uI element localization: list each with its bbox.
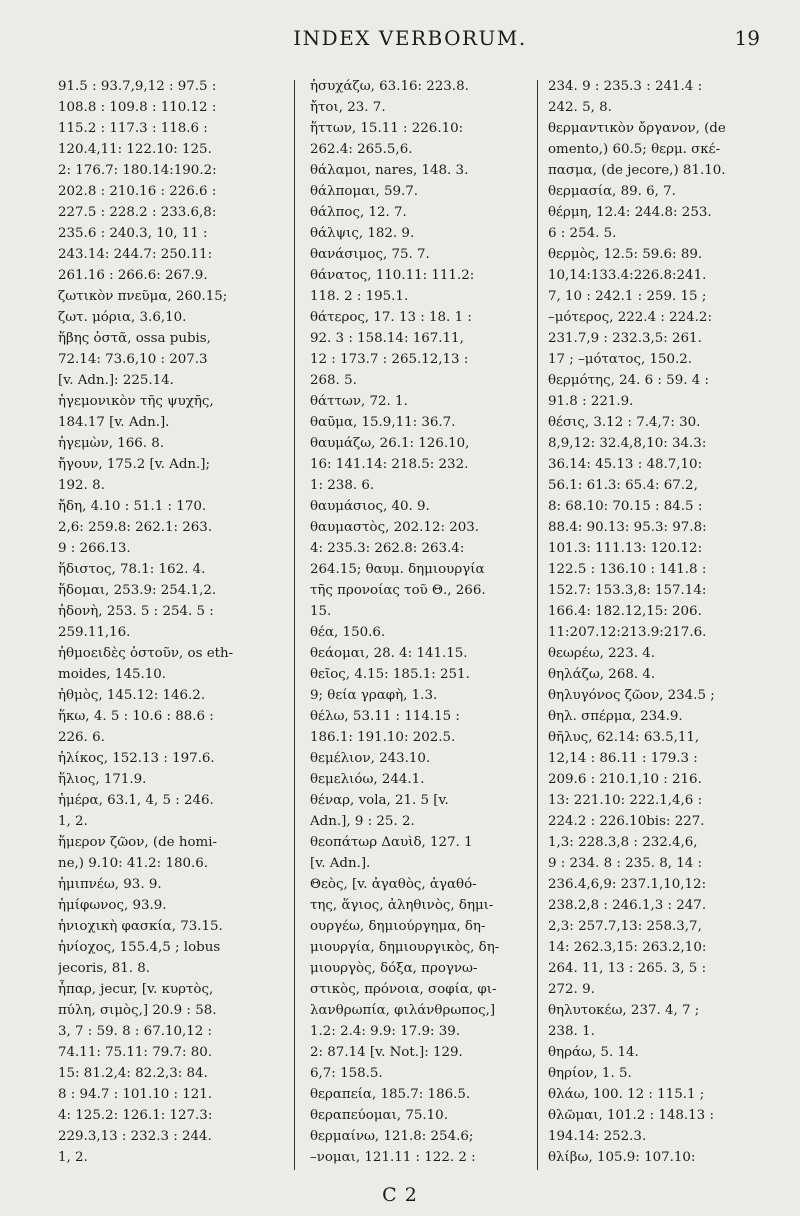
index-line: 4: 125.2: 126.1: 127.3: <box>58 1108 213 1123</box>
index-line: 2,6: 259.8: 262.1: 263. <box>58 520 213 535</box>
index-line: 12,14 : 86.11 : 179.3 : <box>548 751 698 766</box>
index-line: 12 : 173.7 : 265.12,13 : <box>310 352 469 367</box>
index-line: θαῦμα, 15.9,11: 36.7. <box>310 415 456 430</box>
index-line: θεραπεύομαι, 75.10. <box>310 1108 448 1123</box>
index-line: ζωτ. μόρια, 3.6,10. <box>58 310 187 325</box>
index-line: 209.6 : 210.1,10 : 216. <box>548 772 702 787</box>
index-line: 17 ; –μότατος, 150.2. <box>548 352 693 367</box>
index-line: 261.16 : 266.6: 267.9. <box>58 268 208 283</box>
index-line: 15: 81.2,4: 82.2,3: 84. <box>58 1066 208 1081</box>
index-line: θάττων, 72. 1. <box>310 394 408 409</box>
index-line: 7, 10 : 242.1 : 259. 15 ; <box>548 289 707 304</box>
index-line: ἤτοι, 23. 7. <box>310 100 386 115</box>
index-line: ἡμέρα, 63.1, 4, 5 : 246. <box>58 793 214 808</box>
index-line: θλίβω, 105.9: 107.10: <box>548 1150 696 1165</box>
page-header <box>60 26 760 56</box>
index-line: ἥκω, 4. 5 : 10.6 : 88.6 : <box>58 709 214 724</box>
index-line: 262.4: 265.5,6. <box>310 142 413 157</box>
index-line: 186.1: 191.10: 202.5. <box>310 730 456 745</box>
index-line: [v. Adn.]. <box>310 856 371 871</box>
index-line: Adn.], 9 : 25. 2. <box>310 814 415 829</box>
index-line: moides, 145.10. <box>58 667 167 682</box>
index-line: θεραπεία, 185.7: 186.5. <box>310 1087 471 1102</box>
index-line: λανθρωπία, φιλάνθρωπος,] <box>310 1003 496 1018</box>
index-line: ἥμερον ζῶον, (de homi- <box>58 835 218 850</box>
index-line: θανάσιμος, 75. 7. <box>310 247 430 262</box>
index-line: μιουργὸς, δόξα, προγνω- <box>310 961 478 976</box>
index-line: θαυμάζω, 26.1: 126.10, <box>310 436 470 451</box>
index-line: 152.7: 153.3,8: 157.14: <box>548 583 707 598</box>
index-line: θηρίον, 1. 5. <box>548 1066 632 1081</box>
index-line: 88.4: 90.13: 95.3: 97.8: <box>548 520 707 535</box>
index-line: 235.6 : 240.3, 10, 11 : <box>58 226 208 241</box>
index-line: θερμασία, 89. 6, 7. <box>548 184 676 199</box>
index-line: 226. 6. <box>58 730 105 745</box>
index-line: ἧπαρ, jecur, [v. κυρτὸς, <box>58 982 214 997</box>
index-line: 194.14: 252.3. <box>548 1129 647 1144</box>
index-line: 8: 68.10: 70.15 : 84.5 : <box>548 499 703 514</box>
index-line: ἥδομαι, 253.9: 254.1,2. <box>58 583 217 598</box>
index-line: 56.1: 61.3: 65.4: 67.2, <box>548 478 698 493</box>
index-line: 91.8 : 221.9. <box>548 394 634 409</box>
index-line: 15. <box>310 604 332 619</box>
index-line: ἡσυχάζω, 63.16: 223.8. <box>310 79 469 94</box>
index-line: θλάω, 100. 12 : 115.1 ; <box>548 1087 705 1102</box>
index-line: 2: 176.7: 180.14:190.2: <box>58 163 217 178</box>
index-line: 9; θεία γραφὴ, 1.3. <box>310 688 438 703</box>
index-line: μιουργία, δημιουργικὸς, δη- <box>310 940 500 955</box>
index-line: 11:207.12:213.9:217.6. <box>548 625 707 640</box>
index-line: θεοπάτωρ Δαυὶδ, 127. 1 <box>310 835 473 850</box>
index-line: θηράω, 5. 14. <box>548 1045 639 1060</box>
index-columns <box>58 76 778 1180</box>
index-line: 227.5 : 228.2 : 233.6,8: <box>58 205 217 220</box>
index-line: θηλυγόνος ζῶον, 234.5 ; <box>548 688 715 703</box>
index-line: θάνατος, 110.11: 111.2: <box>310 268 475 283</box>
index-line: [v. Adn.]: 225.14. <box>58 373 174 388</box>
index-line: πασμα, (de jecore,) 81.10. <box>548 163 726 178</box>
index-line: 166.4: 182.12,15: 206. <box>548 604 702 619</box>
index-line: θερμὸς, 12.5: 59.6: 89. <box>548 247 703 262</box>
index-line: θαυμάσιος, 40. 9. <box>310 499 430 514</box>
index-line: 268. 5. <box>310 373 357 388</box>
index-line: 3, 7 : 59. 8 : 67.10,12 : <box>58 1024 213 1039</box>
index-line: 242. 5, 8. <box>548 100 612 115</box>
index-line: θερμαίνω, 121.8: 254.6; <box>310 1129 474 1144</box>
index-line: ἤγουν, 175.2 [v. Adn.]; <box>58 457 211 472</box>
index-line: 9 : 234. 8 : 235. 8, 14 : <box>548 856 703 871</box>
index-line: θάλπος, 12. 7. <box>310 205 407 220</box>
index-line: θεῖος, 4.15: 185.1: 251. <box>310 667 470 682</box>
index-line: ἡδονὴ, 253. 5 : 254. 5 : <box>58 604 214 619</box>
index-line: 224.2 : 226.10bis: 227. <box>548 814 705 829</box>
index-line: 236.4,6,9: 237.1,10,12: <box>548 877 707 892</box>
index-line: 259.11,16. <box>58 625 131 640</box>
index-line: 4: 235.3: 262.8: 263.4: <box>310 541 465 556</box>
index-line: 16: 141.14: 218.5: 232. <box>310 457 469 472</box>
index-line: 8 : 94.7 : 101.10 : 121. <box>58 1087 213 1102</box>
index-line: 231.7,9 : 232.3,5: 261. <box>548 331 702 346</box>
index-line: ἡνίοχος, 155.4,5 ; lobus <box>58 940 221 955</box>
index-line: ἡγεμὼν, 166. 8. <box>58 436 165 451</box>
index-line: ἥττων, 15.11 : 226.10: <box>310 121 464 136</box>
index-line: ἠθμὸς, 145.12: 146.2. <box>58 688 206 703</box>
index-line: 2: 87.14 [v. Not.]: 129. <box>310 1045 463 1060</box>
index-line: 36.14: 45.13 : 48.7,10: <box>548 457 703 472</box>
index-line: ἡλίκος, 152.13 : 197.6. <box>58 751 215 766</box>
index-line: jecoris, 81. 8. <box>58 961 151 976</box>
index-line: ουργέω, δημιούργημα, δη- <box>310 919 486 934</box>
index-line: θλῶμαι, 101.2 : 148.13 : <box>548 1108 714 1123</box>
index-line: θέναρ, vola, 21. 5 [v. <box>310 793 449 808</box>
index-line: θέλω, 53.11 : 114.15 : <box>310 709 460 724</box>
column-1 <box>58 76 270 1180</box>
index-line: ne,) 9.10: 41.2: 180.6. <box>58 856 209 871</box>
index-line: θηλ. σπέρμα, 234.9. <box>548 709 683 724</box>
running-title: INDEX VERBORUM. <box>293 26 527 50</box>
index-line: 101.3: 111.13: 120.12: <box>548 541 703 556</box>
index-line: 184.17 [v. Adn.]. <box>58 415 170 430</box>
index-line: 1, 2. <box>58 1150 88 1165</box>
index-line: 1, 2. <box>58 814 88 829</box>
index-line: 229.3,13 : 232.3 : 244. <box>58 1129 212 1144</box>
index-line: 91.5 : 93.7,9,12 : 97.5 : <box>58 79 217 94</box>
index-line: 120.4,11: 122.10: 125. <box>58 142 212 157</box>
index-line: θῆλυς, 62.14: 63.5,11, <box>548 730 700 745</box>
column-divider-2 <box>537 80 538 1170</box>
index-line: θηλυτοκέω, 237. 4, 7 ; <box>548 1003 700 1018</box>
index-line: θάλαμοι, nares, 148. 3. <box>310 163 469 178</box>
index-line: θάλψις, 182. 9. <box>310 226 415 241</box>
index-line: 13: 221.10: 222.1,4,6 : <box>548 793 703 808</box>
index-line: της, ἅγιος, ἀληθινὸς, δημι- <box>310 898 494 913</box>
index-line: 234. 9 : 235.3 : 241.4 : <box>548 79 703 94</box>
index-line: θεμελιόω, 244.1. <box>310 772 425 787</box>
index-line: θέα, 150.6. <box>310 625 386 640</box>
index-line: πύλη, σιμὸς,] 20.9 : 58. <box>58 1003 217 1018</box>
index-line: θαυμαστὸς, 202.12: 203. <box>310 520 480 535</box>
index-line: 122.5 : 136.10 : 141.8 : <box>548 562 707 577</box>
index-line: ἡμιπνέω, 93. 9. <box>58 877 162 892</box>
index-line: 264. 11, 13 : 265. 3, 5 : <box>548 961 707 976</box>
index-line: –μότερος, 222.4 : 224.2: <box>548 310 712 325</box>
index-line: ἡμίφωνος, 93.9. <box>58 898 167 913</box>
index-line: ἥλιος, 171.9. <box>58 772 147 787</box>
index-line: 9 : 266.13. <box>58 541 131 556</box>
index-line: 8,9,12: 32.4,8,10: 34.3: <box>548 436 707 451</box>
index-line: 238.2,8 : 246.1,3 : 247. <box>548 898 707 913</box>
index-line: 243.14: 244.7: 250.11: <box>58 247 213 262</box>
index-line: ἤδη, 4.10 : 51.1 : 170. <box>58 499 207 514</box>
index-line: 192. 8. <box>58 478 105 493</box>
index-line: θάτερος, 17. 13 : 18. 1 : <box>310 310 472 325</box>
index-line: 1: 238. 6. <box>310 478 375 493</box>
page-number: 19 <box>734 26 760 50</box>
index-line: τῆς προνοίας τοῦ Θ., 266. <box>310 583 486 598</box>
index-line: θεάομαι, 28. 4: 141.15. <box>310 646 468 661</box>
index-line: ζωτικὸν πνεῦμα, 260.15; <box>58 289 228 304</box>
index-line: 115.2 : 117.3 : 118.6 : <box>58 121 208 136</box>
index-line: στικὸς, πρόνοια, σοφία, φι- <box>310 982 497 997</box>
column-divider-1 <box>294 80 295 1170</box>
index-line: 118. 2 : 195.1. <box>310 289 409 304</box>
index-line: 272. 9. <box>548 982 595 997</box>
index-line: θέρμη, 12.4: 244.8: 253. <box>548 205 712 220</box>
index-line: 6,7: 158.5. <box>310 1066 383 1081</box>
column-2 <box>310 76 526 1180</box>
index-line: 6 : 254. 5. <box>548 226 617 241</box>
signature-mark: C 2 <box>382 1184 418 1206</box>
index-line: 238. 1. <box>548 1024 595 1039</box>
index-line: θεμέλιον, 243.10. <box>310 751 431 766</box>
index-line: θερμαντικὸν ὄργανον, (de <box>548 121 726 136</box>
index-line: ἡγεμονικὸν τῆς ψυχῆς, <box>58 394 214 409</box>
index-line: ἠθμοειδὲς ὀστοῦν, os eth- <box>58 646 234 661</box>
index-line: ἡνιοχικὴ φασκία, 73.15. <box>58 919 223 934</box>
index-line: –νομαι, 121.11 : 122. 2 : <box>310 1150 476 1165</box>
index-line: ἥδιστος, 78.1: 162. 4. <box>58 562 206 577</box>
index-line: omento,) 60.5; θερμ. σκέ- <box>548 142 721 157</box>
index-line: 10,14:133.4:226.8:241. <box>548 268 707 283</box>
index-line: θάλπομαι, 59.7. <box>310 184 419 199</box>
index-line: Θεὸς, [v. ἀγαθὸς, ἀγαθό- <box>310 877 477 892</box>
column-3 <box>548 76 778 1180</box>
index-line: 14: 262.3,15: 263.2,10: <box>548 940 707 955</box>
index-line: 108.8 : 109.8 : 110.12 : <box>58 100 217 115</box>
index-line: θεωρέω, 223. 4. <box>548 646 656 661</box>
index-line: 202.8 : 210.16 : 226.6 : <box>58 184 217 199</box>
index-line: ἥβης ὀστᾶ, ossa pubis, <box>58 331 211 346</box>
index-line: 72.14: 73.6,10 : 207.3 <box>58 352 208 367</box>
index-line: θηλάζω, 268. 4. <box>548 667 656 682</box>
index-line: θερμότης, 24. 6 : 59. 4 : <box>548 373 710 388</box>
index-line: 1.2: 2.4: 9.9: 17.9: 39. <box>310 1024 461 1039</box>
index-line: θέσις, 3.12 : 7.4,7: 30. <box>548 415 701 430</box>
index-line: 264.15; θαυμ. δημιουργία <box>310 562 485 577</box>
index-line: 74.11: 75.11: 79.7: 80. <box>58 1045 213 1060</box>
index-line: 2,3: 257.7,13: 258.3,7, <box>548 919 702 934</box>
index-line: 92. 3 : 158.14: 167.11, <box>310 331 464 346</box>
index-line: 1,3: 228.3,8 : 232.4,6, <box>548 835 698 850</box>
